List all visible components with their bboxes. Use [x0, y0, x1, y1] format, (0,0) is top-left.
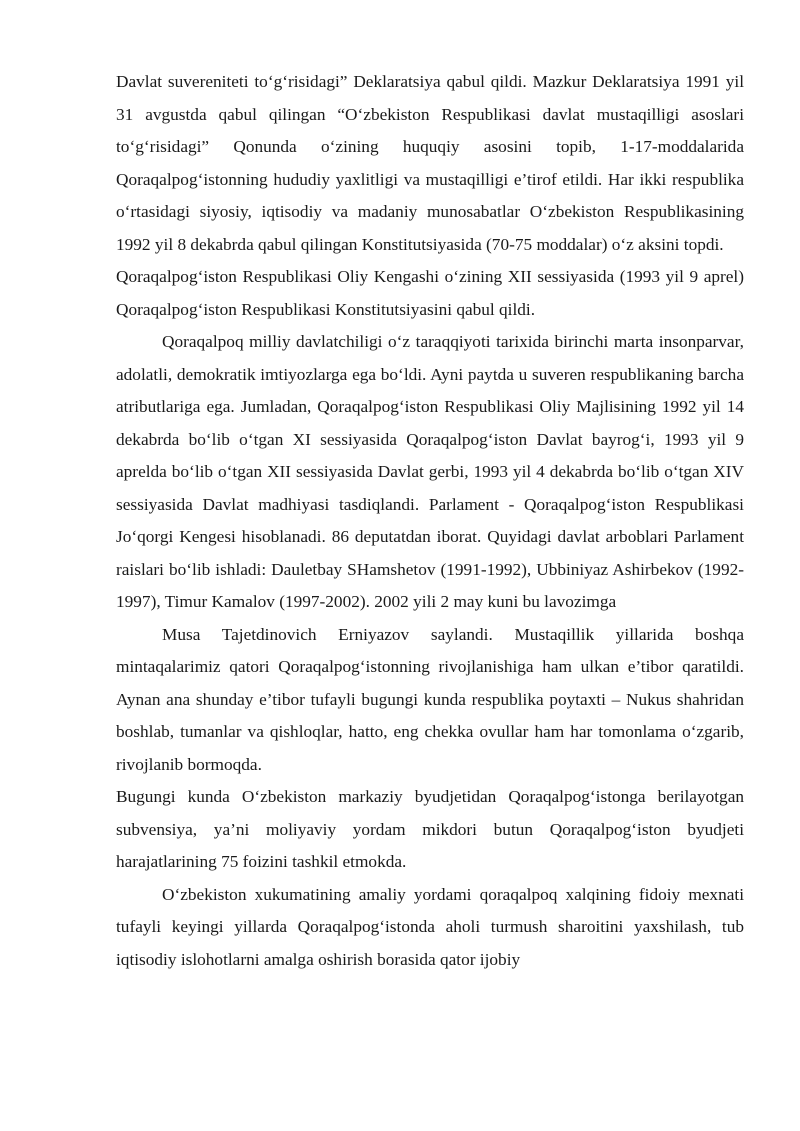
paragraph-2: Qoraqalpog‘iston Respublikasi Oliy Kengashi o‘zining XII sessiyasida (1993 yil 9 aprel) Qoraqalpog‘iston Respublikasi Konstitutsiyasini qabul qildi.: [116, 267, 744, 319]
paragraph-6: O‘zbekiston xukumatining amaliy yordami qoraqalpoq xalqining fidoiy mexnati tufayli keyingi yillarda Qoraqalpog‘istonda aholi turmush sharoitini yaxshilash, tub iqtisodiy islohotlarni amalga oshirish borasida qator ijobiy: [116, 884, 744, 969]
paragraph-4: Musa Tajetdinovich Erniyazov saylandi. Mustaqillik yillarida boshqa mintaqalarimiz qatori Qoraqalpog‘istonning rivojlanishiga ham ulkan e’tibor qaratildi. Aynan ana shunday e’tibor tufayli bugungi kunda respublika poytaxti – Nukus shahridan boshlab, tumanlar va qishloqlar, hatto, eng chekka ovullar ham har tomonlama o‘zgarib, rivojlanib bormoqda.: [116, 624, 744, 774]
document-body: [116, 66, 744, 976]
paragraph-5: Bugungi kunda O‘zbekiston markaziy byudjetidan Qoraqalpog‘istonga berilayotgan subvensiya, ya’ni moliyaviy yordam mikdori butun Qoraqalpog‘iston byudjeti harajatlarining 75 foizini tashkil etmokda.: [116, 787, 744, 871]
paragraph-3: Qoraqalpoq milliy davlatchiligi o‘z taraqqiyoti tarixida birinchi marta insonparvar, adolatli, demokratik imtiyozlarga ega bo‘ldi. Ayni paytda u suveren respublikaning barcha atributlariga ega. Jumladan, Qoraqalpog‘iston Respublikasi Oliy Majlisining 1992 yil 14 dekabrda bo‘lib o‘tgan XI sessiyasida Qoraqalpog‘iston Davlat bayrog‘i, 1993 yil 9 aprelda bo‘lib o‘tgan XII sessiyasida Davlat gerbi, 1993 yil 4 dekabrda bo‘lib o‘tgan XIV sessiyasida Davlat madhiyasi tasdiqlandi. Parlament - Qoraqalpog‘iston Respublikasi Jo‘qorgi Kengesi hisoblanadi. 86 deputatdan iborat. Quyidagi davlat arboblari Parlament raislari bo‘lib ishladi: Dauletbay SHamshetov (1991-1992), Ubbiniyaz Ashirbekov (1992-1997), Timur Kamalov (1997-2002). 2002 yili 2 may kuni bu lavozimga: [116, 332, 744, 611]
paragraph-1: Davlat suvereniteti to‘g‘risidagi” Deklaratsiya qabul qildi. Mazkur Deklaratsiya 1991 yil 31 avgustda qabul qilingan “O‘zbekiston Respublikasi davlat mustaqilligi asoslari to‘g‘risidagi” Qonunda o‘zining huquqiy asosini topib, 1-17-moddalarida Qoraqalpog‘istonning hududiy yaxlitligi va mustaqilligi e’tirof etildi. Har ikki respublika o‘rtasidagi siyosiy, iqtisodiy va madaniy munosabatlar O‘zbekiston Respublikasining 1992 yil 8 dekabrda qabul qilingan Konstitutsiyasida (70-75 moddalar) o‘z aksini topdi.: [116, 72, 744, 254]
